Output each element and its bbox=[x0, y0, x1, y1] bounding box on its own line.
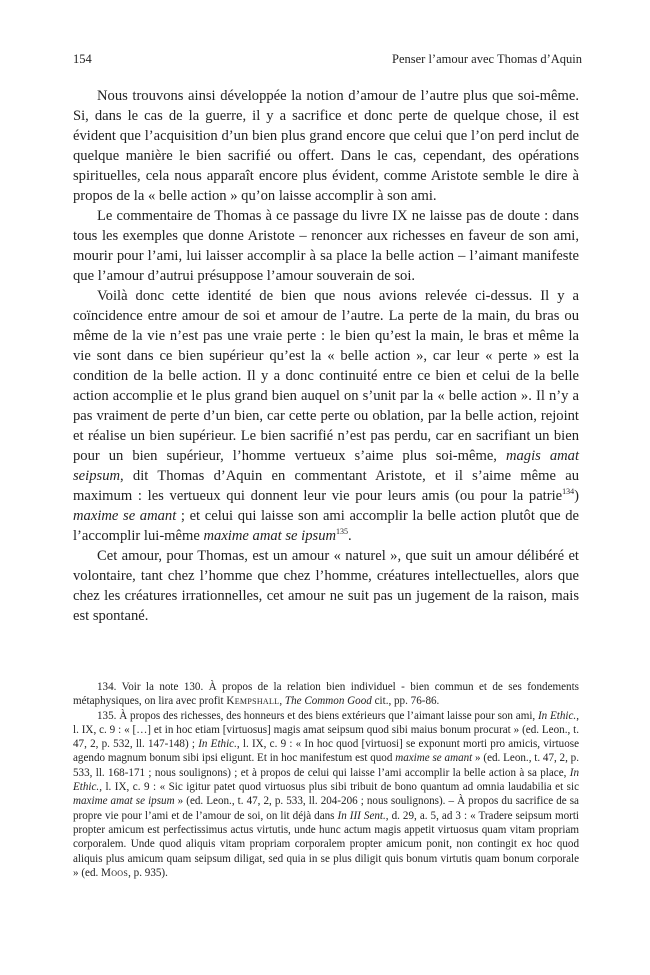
work-title: In III Sent. bbox=[337, 809, 386, 822]
paragraph-4: Cet amour, pour Thomas, est un amour « naturel », que suit un amour délibéré et volontaire, tant chez l’homme que chez l’homme, créatures intellectuelles, alors que chez les créatures irrationnelles, cet amour ne suit pas un jugement de la raison, mais est spontané. bbox=[73, 548, 579, 624]
latin-quote: maxime amat se ipsum bbox=[73, 795, 175, 808]
footnote-text: 134. Voir la note 130. À propos de la relation bien individuel - bien commun et de ses fondements métaphysiques, on lira avec profit bbox=[73, 681, 579, 708]
footnote-ref-134[interactable]: 134 bbox=[562, 487, 575, 497]
paragraph-3-text: . bbox=[348, 528, 352, 544]
work-title: In Ethic. bbox=[537, 709, 577, 722]
work-title: In Ethic. bbox=[73, 766, 579, 794]
latin-quote: maxime se amant bbox=[73, 508, 177, 524]
footnote-text: » (ed. Leon., t. 47, 2, p. 533, ll. 168-171 ; nous soulignons) ; et à propos de celui qui laisse l’ami accomplir la belle action à sa place, bbox=[73, 752, 579, 779]
paragraph-3-text: Voilà donc cette identité de bien que nous avions relevée ci-dessus. Il y a coïncidence entre amour de soi et amour de l’autre. La perte de la main, du bras ou même de la vie n’est pas une vraie perte : le bien qu’est la main, le bras et même la vie sont dans ce bien supérieur qu’est la « belle action », car leur « perte » est la condition de la belle action. Il y a donc continuité entre ce bien et celui de la belle action accomplie et le plus grand bien auquel on s’unit par la « belle action ». Il n’y a pas vraiment de perte d’un bien, car cette perte ou oblation, par la belle action, rejoint et réalise un bien supérieur. Le bien sacrifié n’est pas perdu, car en sacrifiant un bien pour un bien supérieur, l’homme vertueux s’aime plus soi-même, bbox=[73, 288, 579, 464]
footnote-text: , bbox=[279, 695, 285, 708]
editor-name: Moos bbox=[101, 866, 129, 879]
latin-quote: magis amat seipsum bbox=[73, 448, 580, 484]
paragraph-2: Le commentaire de Thomas à ce passage du livre IX ne laisse pas de doute : dans tous les exemples que donne Aristote – renoncer aux richesses en faveur de son ami, mourir pour l’ami, lui laisser accomplir à sa place la belle action – l’aimant manifeste que l’amour d’autrui présuppose l’amour souverain de soi. bbox=[73, 208, 579, 284]
footnote-ref-135[interactable]: 135 bbox=[336, 527, 349, 537]
footnote-text: » (ed. Leon., t. 47, 2, p. 533, ll. 204-206 ; nous soulignons). – À propos du sacrifice de sa propre vie pour l’ami et de l’amour de soi, on lit déjà dans bbox=[73, 795, 579, 822]
paragraph-3-text: ) bbox=[574, 488, 579, 504]
paragraph-3-text: ; et celui qui laisse son ami accomplir la belle action plutôt que de l’accomplir lui-même bbox=[73, 508, 579, 544]
footnote-text: cit., pp. 76-86. bbox=[371, 695, 440, 708]
author-name: Kempshall bbox=[226, 695, 280, 708]
book-title: The Common Good bbox=[284, 695, 372, 708]
main-text bbox=[73, 86, 579, 626]
footnote-text: , d. 29, a. 5, ad 3 : « Tradere seipsum morti propter amicum est perfectissimus actus virtutis, unde hunc actum magis appetit virtuosus quam vitam propriam corporalem. Unde quod aliquis vitam propriam corporalem propter amicum ponit, non contingit ex hoc quod aliquis plus amicum quam seipsum diligat, sed quia in se plus diligit quis bonum virtutis quam bonum corporale » (ed. bbox=[73, 809, 579, 879]
footnotes bbox=[73, 680, 579, 880]
page-number: 154 bbox=[73, 52, 92, 66]
footnote-text: , p. 935). bbox=[128, 866, 168, 879]
latin-quote: maxime se amant bbox=[395, 752, 473, 765]
footnote-135 bbox=[73, 709, 579, 881]
footnote-text: , l. IX, c. 9 : « […] et in hoc etiam [virtuosus] magis amat seipsum quod sibi maius bonum procurat » (ed. Leon., t. 47, 2, p. 532, ll. 147-148) ; bbox=[73, 709, 579, 751]
paragraph-1: Nous trouvons ainsi développée la notion d’amour de l’autre plus que soi-même. Si, dans le cas de la guerre, il y a sacrifice et donc perte de quelque chose, il est évident que l’acquisition d’un bien plus grand encore que celui que l’on perd inclut de quelque manière le bien sacrifié ou offert. Dans le cas, cependant, des opérations spirituelles, cela nous apparaît encore plus évident, comme Aristote semble le dire à propos de la « belle action » qu’on laisse accomplir à son ami. bbox=[73, 88, 579, 204]
running-title: Penser l’amour avec Thomas d’Aquin bbox=[392, 52, 582, 66]
footnote-134 bbox=[73, 680, 579, 709]
footnote-text: , l. IX, c. 9 : « In hoc quod [virtuosi] se exponunt morti pro amicis, virtuose agendo magnum bonum sibi ipsi eligunt. Et in hoc manifestum est quod bbox=[73, 738, 580, 765]
work-title: In Ethic. bbox=[198, 738, 237, 751]
latin-quote: maxime amat se ipsum bbox=[203, 528, 337, 544]
paragraph-3-text: , dit Thomas d’Aquin en commentant Aristote, et il s’aime même au maximum : les vertueux qui donnent leur vie pour leurs amis (ou pour la patrie bbox=[73, 468, 579, 504]
footnote-text: , l. IX, c. 9 : « Sic igitur patet quod virtuosus plus sibi tribuit de bono quantum ad omnia laudabilia et sic bbox=[99, 781, 579, 794]
paragraph-3 bbox=[73, 286, 579, 546]
footnote-text: 135. À propos des richesses, des honneurs et des biens extérieurs que l’aimant laisse pour son ami, bbox=[97, 709, 538, 722]
